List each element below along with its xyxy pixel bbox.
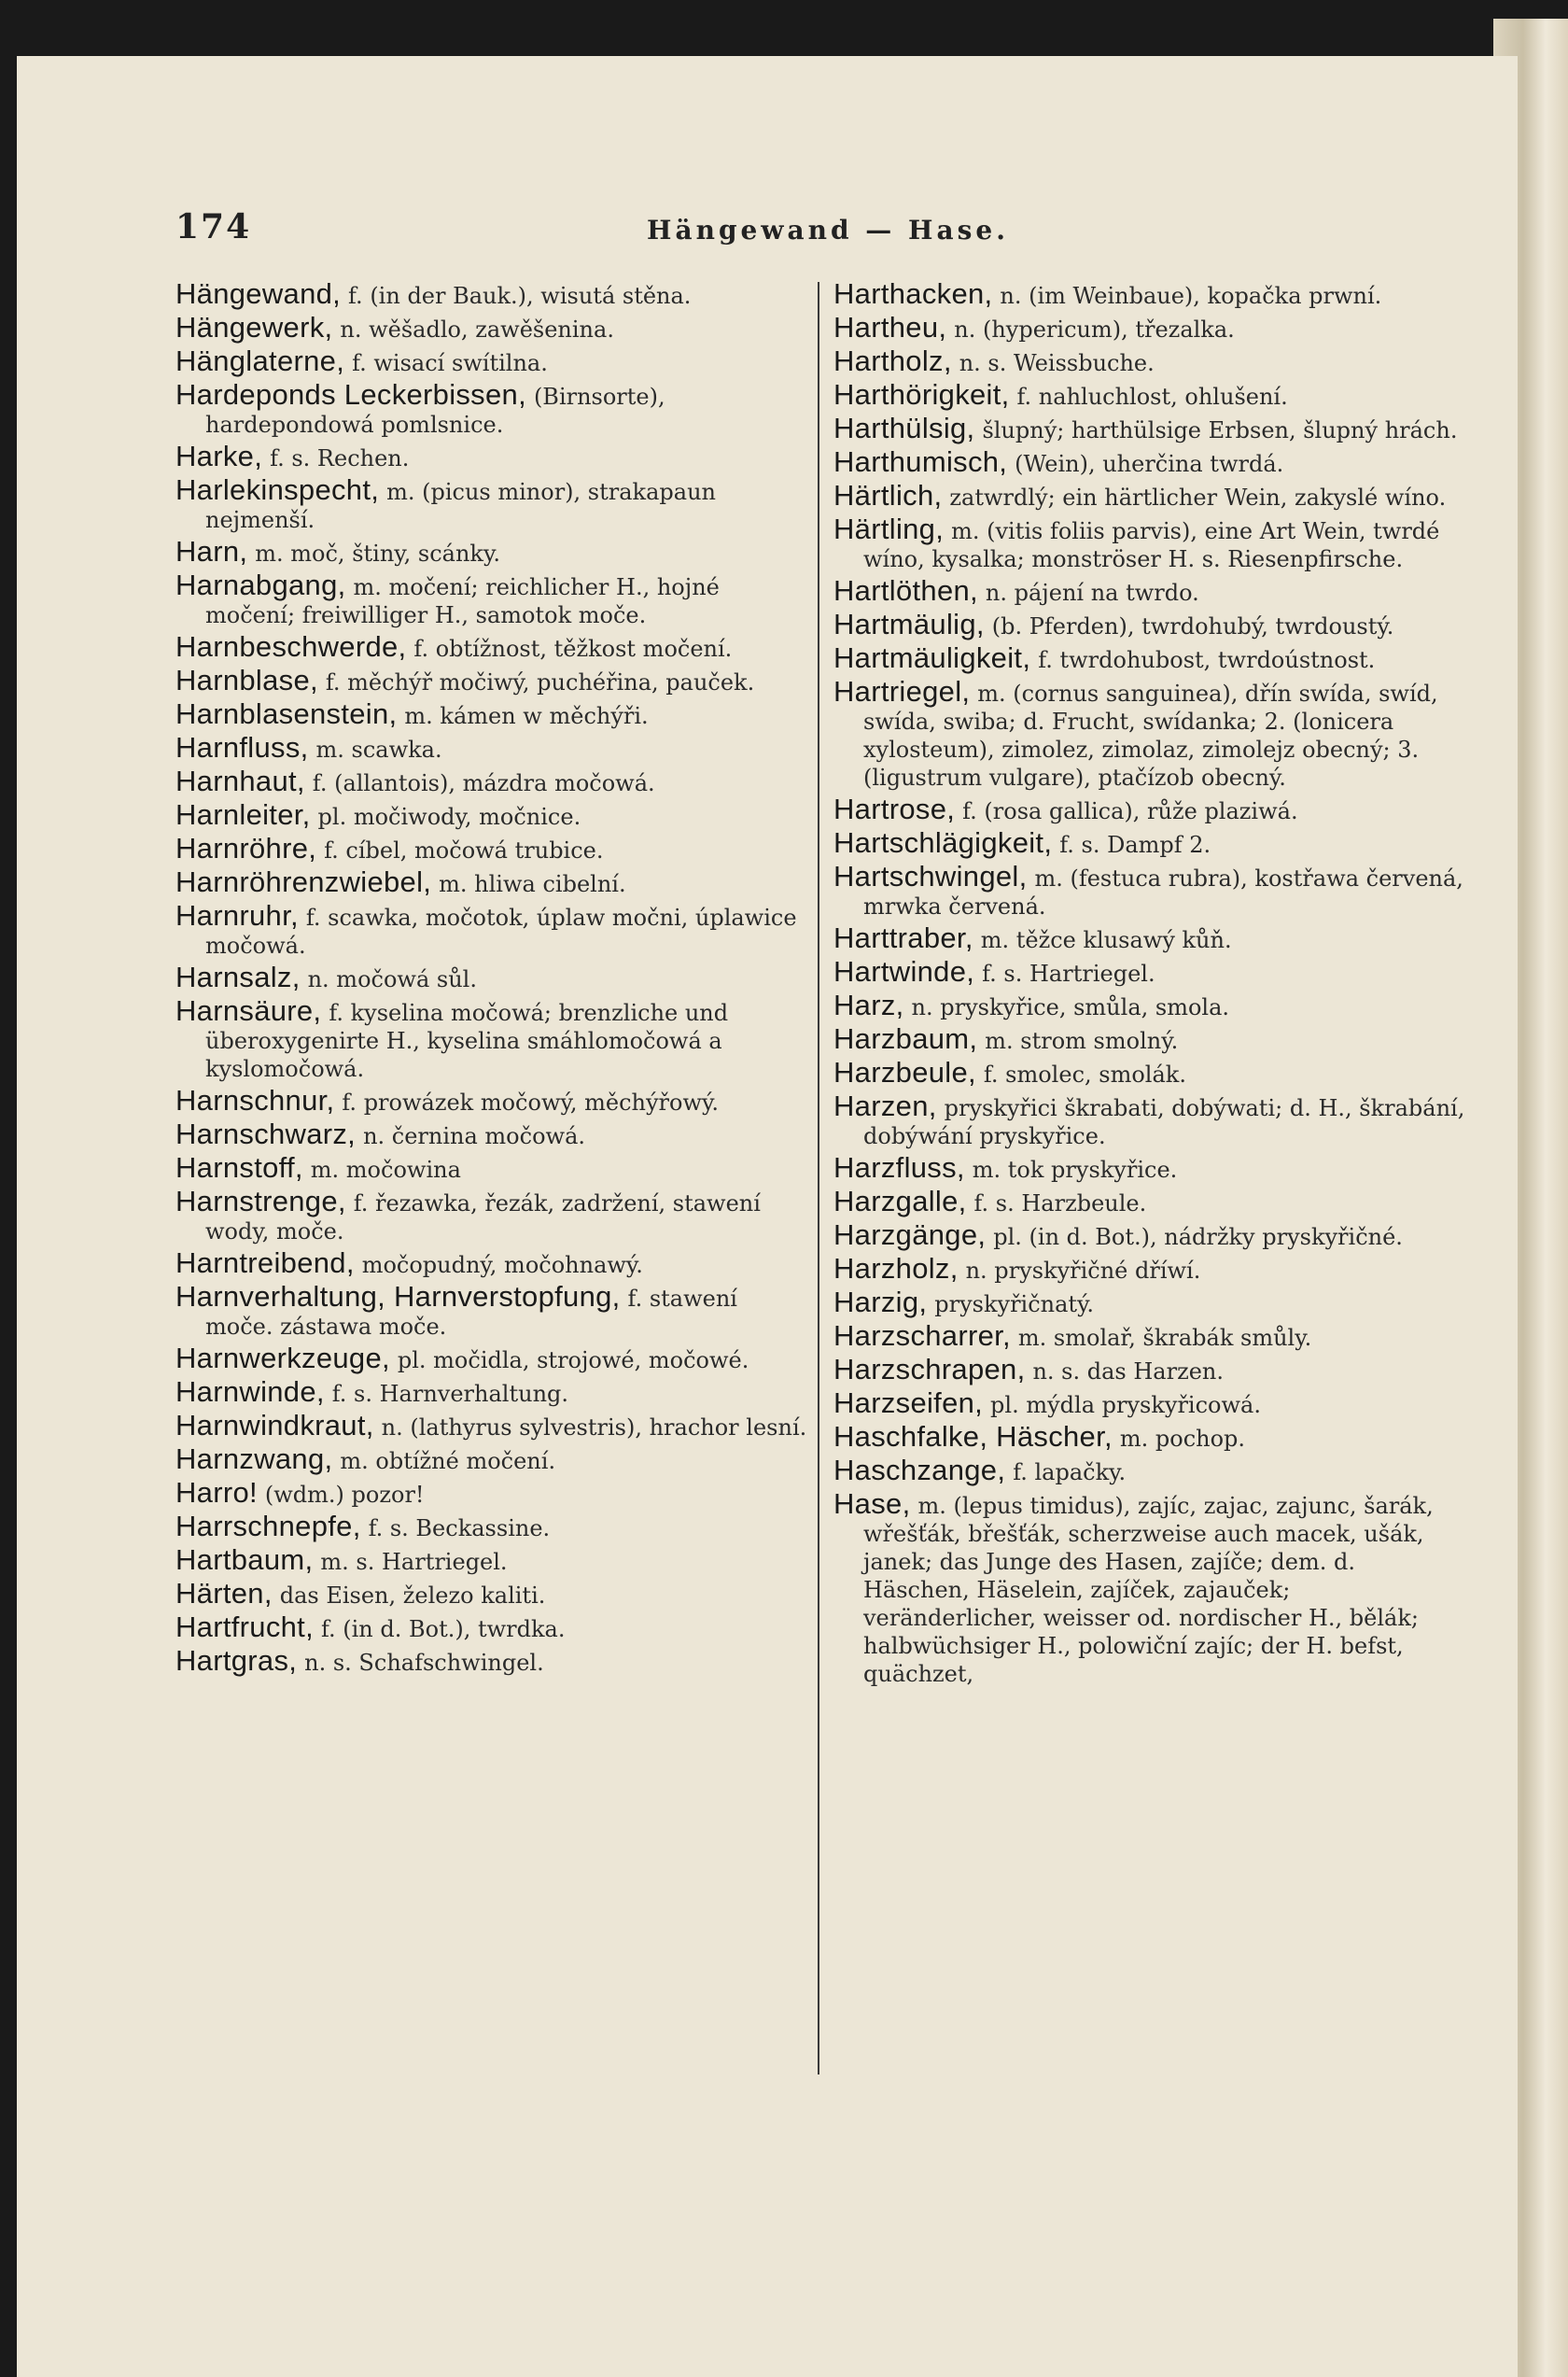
headword: Harnröhrenzwiebel, (175, 865, 432, 898)
definition: das Eisen, železo kaliti. (279, 1582, 546, 1609)
definition: f. měchýř močiwý, puchéřina, pauček. (325, 669, 755, 696)
dictionary-entry (833, 1151, 1468, 1184)
headword: Hartriegel, (833, 675, 971, 708)
headword: Harrschnepfe, (175, 1510, 361, 1542)
definition: n. s. Schafschwingel. (304, 1650, 544, 1676)
dictionary-entry (833, 641, 1468, 674)
definition: m. scawka. (315, 737, 442, 763)
definition: pryskyřici škrabati, dobýwati; d. H., škrabání, dobýwání pryskyřice. (863, 1095, 1465, 1149)
dictionary-entry (175, 440, 812, 472)
dictionary-entry (833, 1056, 1468, 1089)
definition: f. (in der Bauk.), wisutá stěna. (348, 283, 692, 309)
definition: n. s. Weissbuche. (959, 350, 1155, 376)
definition: n. pájení na twrdo. (985, 580, 1199, 606)
headword: Harnstrenge, (175, 1185, 346, 1217)
dictionary-entry (175, 571, 812, 629)
dictionary-entry (175, 535, 812, 568)
dictionary-entry (833, 479, 1468, 512)
headword: Harthacken, (833, 277, 993, 310)
definition: m. (lepus timidus), zajíc, zajac, zajunc, šarák, wřešťák, břešťák, scherzweise auch macek, ušák, janek; das Junge des Hasen, zajíče; dem. d. Häschen, Häselein, zajíček, zajauček; veränderlicher, weisser od. nordischer H., bělák; halbwüchsiger H., polowiční zajíc; der H. befst, quächzet, (863, 1493, 1434, 1687)
definition: n. s. das Harzen. (1032, 1358, 1225, 1385)
dictionary-entry (175, 767, 812, 797)
dictionary-entry (175, 1442, 812, 1475)
dictionary-entry (175, 994, 812, 1083)
page-number: 174 (175, 207, 252, 246)
definition: f. (rosa gallica), růže plaziwá. (962, 798, 1298, 824)
definition: m. (picus minor), strakapaun nejmenší. (205, 479, 716, 533)
dictionary-entry (175, 731, 812, 764)
headword: Harttraber, (833, 921, 973, 954)
headword: Hartschwingel, (833, 860, 1028, 893)
headword: Haschzange, (833, 1454, 1006, 1486)
definition: pl. močiwody, močnice. (317, 804, 581, 830)
dictionary-entry (175, 347, 812, 377)
dictionary-entry (833, 1386, 1468, 1419)
definition: m. močowina (310, 1157, 461, 1183)
definition: n. černina močowá. (363, 1123, 585, 1149)
dictionary-entry (833, 1456, 1468, 1486)
dictionary-entry (833, 1487, 1468, 1688)
headword: Harnruhr, (175, 899, 299, 932)
definition: m. pochop. (1119, 1426, 1246, 1452)
headword: Harnstoff, (175, 1151, 303, 1184)
headword: Hartschlägigkeit, (833, 826, 1053, 859)
definition: m. močení; reichlicher H., hojné močení; freiwilliger H., samotok moče. (205, 574, 720, 628)
definition: f. twrdohubost, twrdoústnost. (1038, 647, 1376, 673)
definition: pryskyřičnatý. (934, 1291, 1095, 1317)
headword: Harnsäure, (175, 994, 322, 1027)
definition: (Birnsorte), hardepondowá pomlsnice. (205, 384, 665, 438)
definition: m. (festuca rubra), kostřawa červená, mrwka červená. (863, 865, 1463, 920)
definition: m. kámen w měchýři. (404, 703, 649, 729)
dictionary-entry (833, 515, 1468, 573)
dictionary-entry (175, 1280, 812, 1341)
headword: Hänglaterne, (175, 345, 345, 377)
headword: Harnzwang, (175, 1442, 333, 1475)
headword: Harzfluss, (833, 1151, 965, 1184)
dictionary-entry (833, 795, 1468, 825)
headword: Harthülsig, (833, 412, 975, 444)
headword: Hartbaum, (175, 1543, 314, 1576)
dictionary-entry (833, 860, 1468, 921)
dictionary-entry (175, 1185, 812, 1245)
definition: m. obtížné močení. (340, 1448, 556, 1474)
headword: Haschfalke, Häscher, (833, 1420, 1113, 1453)
headword: Harro! (175, 1476, 258, 1509)
dictionary-entry (833, 1353, 1468, 1385)
definition: f. řezawka, řezák, zadržení, stawení wody, moče. (205, 1190, 761, 1245)
left-column (175, 277, 812, 1681)
dictionary-entry (175, 798, 812, 831)
headword: Harnbeschwerde, (175, 630, 407, 663)
dictionary-entry (833, 1252, 1468, 1285)
headword: Hardeponds Leckerbissen, (175, 378, 526, 411)
headword: Harzscharrer, (833, 1319, 1011, 1352)
headword: Hartmäuligkeit, (833, 641, 1031, 674)
dictionary-entry (175, 1512, 812, 1542)
dictionary-entry (833, 989, 1468, 1021)
dictionary-entry (175, 1375, 812, 1408)
dictionary-entry (833, 347, 1468, 377)
headword: Harzseifen, (833, 1386, 984, 1419)
dictionary-entry (833, 826, 1468, 859)
headword: Harn, (175, 535, 248, 568)
dictionary-entry (833, 378, 1468, 411)
definition: f. s. Beckassine. (368, 1515, 551, 1541)
headword: Harnschnur, (175, 1084, 335, 1117)
dictionary-entry (175, 1151, 812, 1184)
definition: m. smolař, škrabák smůly. (1017, 1325, 1312, 1351)
definition: f. s. Harzbeule. (973, 1190, 1147, 1217)
definition: f. s. Hartriegel. (982, 961, 1155, 987)
definition: (b. Pferden), twrdohubý, twrdoustý. (991, 613, 1394, 640)
headword: Harnschwarz, (175, 1118, 357, 1150)
dictionary-entry (175, 1644, 812, 1677)
definition: (Wein), uherčina twrdá. (1015, 451, 1284, 477)
right-column (833, 277, 1468, 1692)
dictionary-entry (175, 1344, 812, 1374)
definition: f. wisací swítilna. (352, 350, 548, 376)
headword: Hartgras, (175, 1644, 298, 1677)
headword: Harnwerkzeuge, (175, 1342, 390, 1374)
headword: Hartholz, (833, 345, 952, 377)
dictionary-entry (175, 1476, 812, 1509)
definition: n. pryskyřičné dříwí. (965, 1258, 1201, 1284)
dictionary-entry (833, 608, 1468, 640)
definition: m. těžce klusawý kůň. (980, 927, 1232, 953)
definition: f. nahluchlost, ohlušení. (1016, 384, 1288, 410)
dictionary-entry (175, 473, 812, 534)
dictionary-entry (175, 1610, 812, 1643)
headword: Harzgalle, (833, 1185, 967, 1217)
headword: Harlekinspecht, (175, 473, 380, 506)
headword: Hartheu, (833, 311, 947, 344)
dictionary-entry (175, 277, 812, 310)
definition: m. hliwa cibelní. (439, 871, 626, 897)
dictionary-entry (175, 1543, 812, 1576)
definition: f. s. Harnverhaltung. (331, 1381, 569, 1407)
dictionary-entry (833, 921, 1468, 954)
definition: f. stawení moče. zástawa moče. (205, 1286, 737, 1340)
headword: Harnblase, (175, 664, 318, 696)
headword: Hartwinde, (833, 955, 975, 988)
dictionary-entry (833, 311, 1468, 344)
definition: f. (allantois), mázdra močowá. (312, 770, 655, 796)
headword: Harzschrapen, (833, 1353, 1026, 1385)
definition: n. (im Weinbaue), kopačka prwní. (1000, 283, 1382, 309)
dictionary-entry (833, 412, 1468, 444)
headword: Harnröhre, (175, 832, 317, 865)
headword: Harnwinde, (175, 1375, 325, 1408)
headword: Härten, (175, 1577, 273, 1610)
dictionary-entry (175, 899, 812, 960)
definition: m. moč, štiny, scánky. (255, 541, 500, 567)
definition: m. (cornus sanguinea), dřín swída, swíd, swída, swiba; d. Frucht, swídanka; 2. (lonicera xylosteum), zimolez, zimolaz, zimolejz obecný; 3. (ligustrum vulgare), ptačízob obecný. (863, 681, 1438, 791)
column-divider (818, 282, 819, 2075)
headword: Harnverhaltung, Harnverstopfung, (175, 1280, 621, 1313)
headword: Hängewand, (175, 277, 342, 310)
dictionary-entry (833, 277, 1468, 310)
headword: Harnhaut, (175, 765, 305, 797)
dictionary-entry (175, 1409, 812, 1442)
headword: Harzbeule, (833, 1056, 976, 1089)
definition: (wdm.) pozor! (264, 1482, 425, 1508)
running-head: Hängewand — Hase. (647, 215, 1009, 246)
dictionary-entry (175, 1246, 812, 1279)
definition: n. (lathyrus sylvestris), hrachor lesní. (381, 1414, 807, 1441)
dictionary-entry (175, 865, 812, 898)
headword: Harnleiter, (175, 798, 311, 831)
dictionary-entry (175, 630, 812, 663)
dictionary-entry (833, 574, 1468, 607)
headword: Harz, (833, 989, 904, 1021)
dictionary-entry (833, 1420, 1468, 1453)
headword: Harke, (175, 440, 263, 472)
headword: Harzen, (833, 1090, 937, 1122)
definition: m. tok pryskyřice. (972, 1157, 1178, 1183)
dictionary-entry (833, 445, 1468, 478)
headword: Harthörigkeit, (833, 378, 1010, 411)
headword: Hartlöthen, (833, 574, 978, 607)
dictionary-entry (175, 1084, 812, 1117)
dictionary-entry (175, 378, 812, 439)
headword: Härtling, (833, 513, 945, 545)
definition: n. pryskyřice, smůla, smola. (911, 994, 1230, 1020)
definition: n. (hypericum), třezalka. (954, 316, 1235, 343)
definition: močopudný, močohnawý. (361, 1252, 643, 1278)
dictionary-entry (833, 1319, 1468, 1352)
headword: Harnsalz, (175, 961, 301, 993)
headword: Härtlich, (833, 479, 943, 512)
definition: f. lapačky. (1013, 1459, 1127, 1485)
headword: Harthumisch, (833, 445, 1008, 478)
definition: f. s. Rechen. (270, 445, 410, 471)
dictionary-entry (833, 1288, 1468, 1318)
headword: Harzig, (833, 1286, 928, 1318)
dictionary-entry (833, 1092, 1468, 1150)
dictionary-entry (833, 675, 1468, 792)
page-header (175, 207, 1445, 263)
definition: f. s. Dampf 2. (1059, 832, 1211, 858)
headword: Harnfluss, (175, 731, 309, 764)
definition: m. (vitis foliis parvis), eine Art Wein, twrdé wíno, kysalka; monströser H. s. Riesenpfirsche. (863, 518, 1440, 572)
definition: f. obtížnost, těžkost močení. (413, 636, 733, 662)
dictionary-entry (175, 311, 812, 344)
headword: Harnblasenstein, (175, 697, 398, 730)
headword: Harnabgang, (175, 569, 346, 601)
definition: f. scawka, močotok, úplaw močni, úplawice močowá. (205, 905, 797, 959)
dictionary-entry (833, 1218, 1468, 1251)
dictionary-entry (175, 1577, 812, 1610)
definition: f. cíbel, močowá trubice. (324, 837, 604, 864)
dictionary-entry (833, 955, 1468, 988)
definition: f. smolec, smolák. (983, 1062, 1186, 1088)
dictionary-entry (175, 1120, 812, 1150)
headword: Harnwindkraut, (175, 1409, 374, 1442)
definition: n. wěšadlo, zawěšenina. (340, 316, 614, 343)
dictionary-entry (175, 664, 812, 696)
headword: Hartrose, (833, 793, 956, 825)
headword: Hartmäulig, (833, 608, 985, 640)
dictionary-entry (175, 963, 812, 993)
dictionary-entry (175, 832, 812, 865)
headword: Harzbaum, (833, 1022, 978, 1055)
definition: zatwrdlý; ein härtlicher Wein, zakyslé wíno. (949, 485, 1447, 511)
definition: pl. močidla, strojowé, močowé. (397, 1347, 749, 1373)
definition: f. prowázek močowý, měchýřowý. (342, 1090, 719, 1116)
definition: pl. mýdla pryskyřicowá. (990, 1392, 1261, 1418)
headword: Hängewerk, (175, 311, 333, 344)
headword: Harntreibend, (175, 1246, 355, 1279)
definition: m. s. Hartriegel. (320, 1549, 508, 1575)
dictionary-entry (833, 1022, 1468, 1055)
headword: Hartfrucht, (175, 1610, 315, 1643)
headword: Harzholz, (833, 1252, 959, 1285)
definition: n. močowá sůl. (307, 966, 477, 992)
definition: f. kyselina močowá; brenzliche und überoxygenirte H., kyselina smáhlomočowá a kyslomočowá. (205, 1000, 729, 1082)
definition: šlupný; harthülsige Erbsen, šlupný hrách. (982, 417, 1458, 443)
dictionary-entry (833, 1185, 1468, 1217)
dictionary-entry (175, 697, 812, 730)
headword: Hase, (833, 1487, 911, 1520)
headword: Harzgänge, (833, 1218, 987, 1251)
definition: pl. (in d. Bot.), nádržky pryskyřičné. (993, 1224, 1403, 1250)
definition: m. strom smolný. (985, 1028, 1179, 1054)
definition: f. (in d. Bot.), twrdka. (320, 1616, 566, 1642)
